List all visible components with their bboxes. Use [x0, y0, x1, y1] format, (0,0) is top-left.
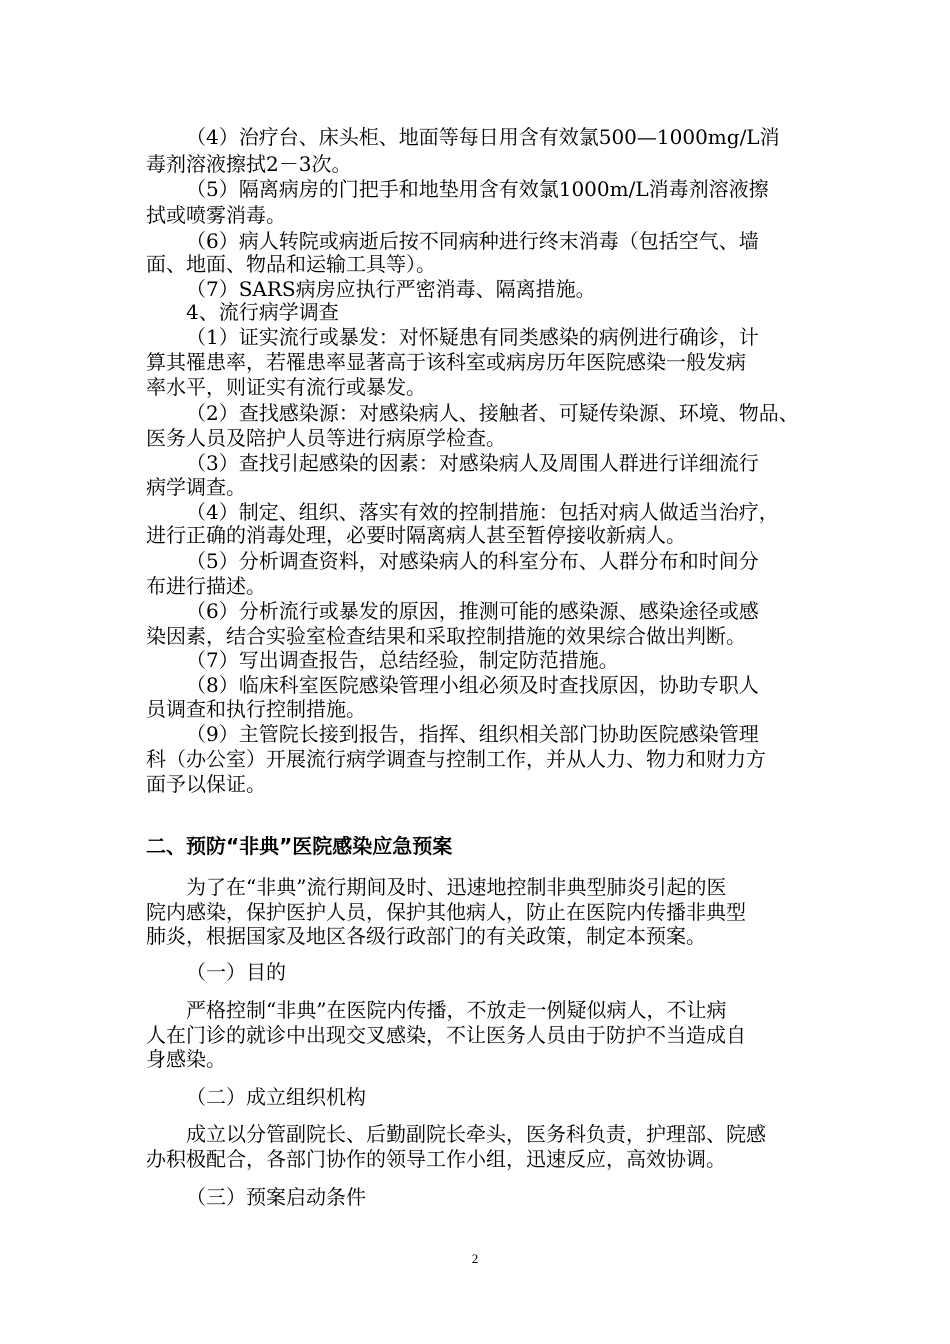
text-line: 布进行描述。	[146, 574, 266, 598]
text-line: 算其罹患率，若罹患率显著高于该科室或病房历年医院感染一般发病	[146, 350, 746, 374]
text-line: 4、流行病学调查	[186, 300, 339, 324]
intro-line: 肺炎，根据国家及地区各级行政部门的有关政策，制定本预案。	[146, 924, 706, 948]
intro-line: 院内感染，保护医护人员，保护其他病人，防止在医院内传播非典型	[146, 900, 746, 924]
text-line: （3）查找引起感染的因素：对感染病人及周围人群进行详细流行	[186, 451, 759, 475]
organization-line: 成立以分管副院长、后勤副院长牵头，医务科负责，护理部、院感	[186, 1122, 766, 1146]
text-line: （2）查找感染源：对感染病人、接触者、可疑传染源、环境、物品、	[186, 401, 799, 425]
text-line: 病学调查。	[146, 475, 246, 499]
text-line: 医务人员及陪护人员等进行病原学检查。	[146, 426, 506, 450]
text-line: （5）分析调查资料，对感染病人的科室分布、人群分布和时间分	[186, 549, 759, 573]
text-line: （4）制定、组织、落实有效的控制措施：包括对病人做适当治疗，	[186, 500, 779, 524]
text-line: （6）病人转院或病逝后按不同病种进行终末消毒（包括空气、墙	[186, 229, 759, 253]
text-line: （8）临床科室医院感染管理小组必须及时查找原因，协助专职人	[186, 673, 759, 697]
organization-line: 办积极配合，各部门协作的领导工作小组，迅速反应，高效协调。	[146, 1147, 726, 1171]
page-number: 2	[471, 1251, 479, 1266]
text-line: 面、地面、物品和运输工具等）。	[146, 252, 436, 276]
subsection-title-organization: （二）成立组织机构	[186, 1085, 366, 1109]
text-line: 员调查和执行控制措施。	[146, 697, 366, 721]
text-line: 率水平，则证实有流行或暴发。	[146, 375, 426, 399]
purpose-line: 严格控制“非典”在医院内传播，不放走一例疑似病人，不让病	[186, 998, 727, 1022]
subsection-title-conditions: （三）预案启动条件	[186, 1185, 366, 1209]
text-line: 染因素，结合实验室检查结果和采取控制措施的效果综合做出判断。	[146, 624, 746, 648]
text-line: （6）分析流行或暴发的原因，推测可能的感染源、感染途径或感	[186, 599, 759, 623]
text-line: （1）证实流行或暴发：对怀疑患有同类感染的病例进行确诊，计	[186, 325, 759, 349]
text-line: 进行正确的消毒处理，必要时隔离病人甚至暂停接收新病人。	[146, 523, 686, 547]
purpose-line: 身感染。	[146, 1047, 226, 1071]
text-line: 拭或喷雾消毒。	[146, 203, 286, 227]
intro-line: 为了在“非典”流行期间及时、迅速地控制非典型肺炎引起的医	[186, 875, 727, 899]
text-line: 科（办公室）开展流行病学调查与控制工作，并从人力、物力和财力方	[146, 747, 766, 771]
text-line: （7）SARS病房应执行严密消毒、隔离措施。	[186, 277, 596, 301]
text-line: （7）写出调查报告，总结经验，制定防范措施。	[186, 648, 619, 672]
text-line: （5）隔离病房的门把手和地垫用含有效氯1000m/L消毒剂溶液擦	[186, 177, 769, 201]
subsection-title-purpose: （一）目的	[186, 960, 286, 984]
text-line: 毒剂溶液擦拭2－3次。	[146, 152, 352, 176]
text-line: 面予以保证。	[146, 772, 266, 796]
purpose-line: 人在门诊的就诊中出现交叉感染，不让医务人员由于防护不当造成自	[146, 1023, 746, 1047]
text-line: （4）治疗台、床头柜、地面等每日用含有效氯500—1000mg/L消	[186, 125, 780, 149]
section-title: 二、预防“非典”医院感染应急预案	[146, 834, 453, 858]
text-line: （9）主管院长接到报告，指挥、组织相关部门协助医院感染管理	[186, 722, 759, 746]
